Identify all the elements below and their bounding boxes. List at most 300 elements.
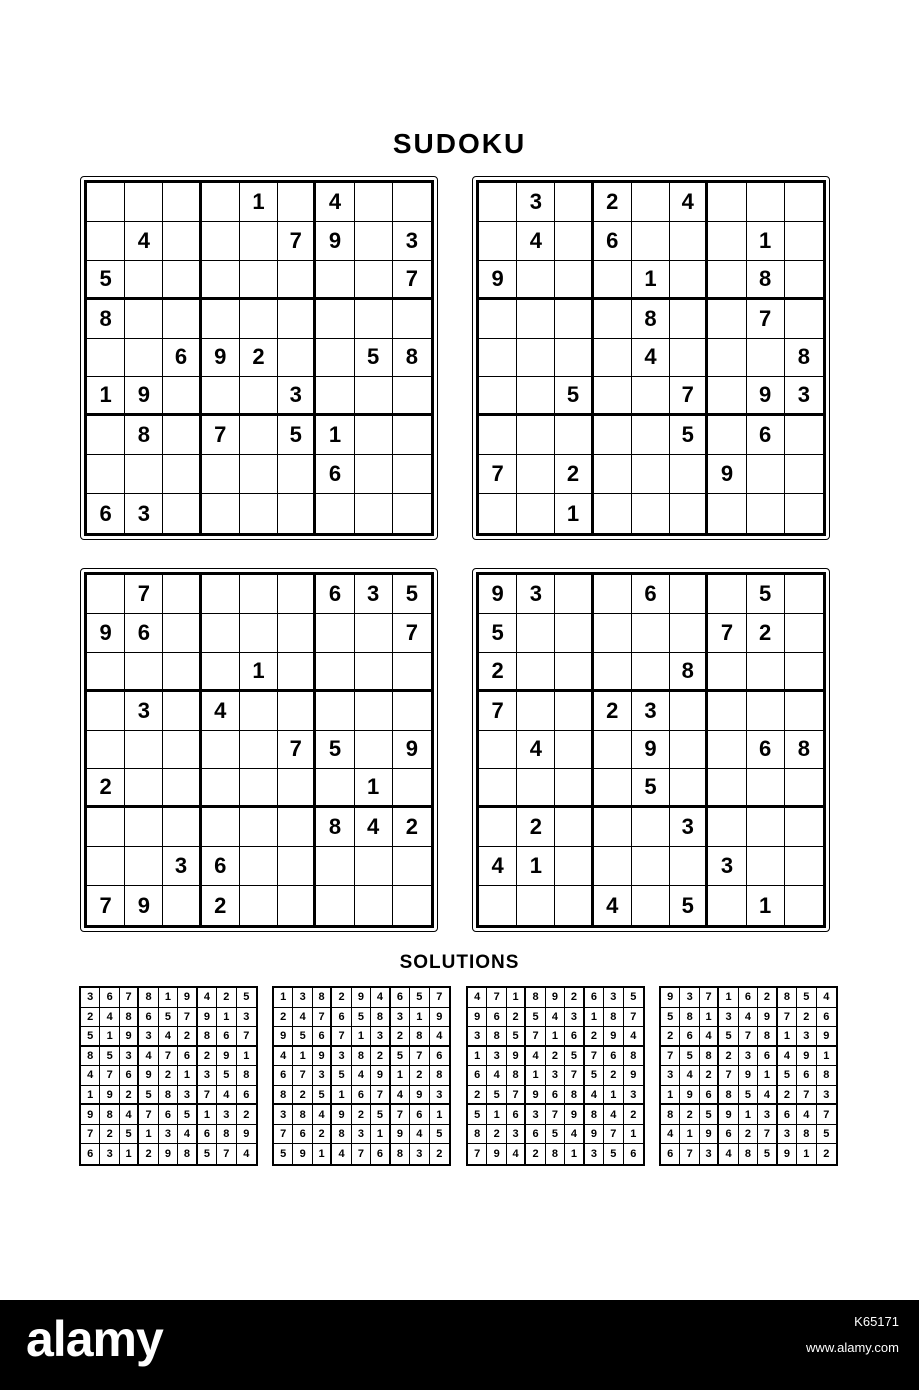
solution-cell: 9 [332,1105,351,1125]
solution-cell: 2 [81,1008,100,1028]
solution-cell: 3 [680,988,699,1008]
solution-cell: 2 [778,1086,797,1106]
solution-cell: 3 [178,1086,197,1106]
solution-cell: 7 [739,1027,758,1047]
sudoku-cell [517,455,555,494]
sudoku-cell [393,377,431,416]
sudoku-puzzle-2 [472,176,830,540]
solution-cell: 8 [217,1125,236,1145]
sudoku-cell [240,614,278,653]
solution-cell: 4 [507,1144,526,1164]
sudoku-cell [670,455,708,494]
solution-cell: 8 [719,1086,738,1106]
sudoku-cell [670,339,708,378]
sudoku-cell [163,261,201,300]
solution-cell: 1 [313,1144,332,1164]
solution-cell: 9 [352,988,371,1008]
sudoku-cell: 2 [240,339,278,378]
sudoku-cell: 1 [747,222,785,261]
sudoku-cell [240,300,278,339]
solution-cell: 8 [468,1125,487,1145]
sudoku-cell [594,377,632,416]
sudoku-cell [785,222,823,261]
sudoku-cell [594,808,632,847]
sudoku-cell [594,300,632,339]
solution-cell: 1 [217,1008,236,1028]
sudoku-cell: 4 [517,222,555,261]
solution-cell: 1 [778,1027,797,1047]
sudoku-cell: 1 [517,847,555,886]
solution-cell: 9 [120,1027,139,1047]
sudoku-cell [355,377,393,416]
solution-cell: 7 [237,1027,256,1047]
sudoku-cell: 3 [708,847,746,886]
sudoku-cell: 3 [278,377,316,416]
solution-cell: 6 [630,1148,637,1161]
sudoku-cell [555,731,593,770]
solution-cell: 6 [526,1125,545,1145]
sudoku-cell [747,494,785,533]
solution-cell: 8 [430,1066,449,1086]
solution-cell: 7 [81,1125,100,1145]
sudoku-cell: 5 [747,575,785,614]
sudoku-cell: 1 [240,653,278,692]
solution-cell: 5 [371,1105,390,1125]
solution-cell: 7 [758,1125,777,1145]
sudoku-cell [316,847,354,886]
sudoku-cell [316,769,354,808]
sudoku-cell [517,377,555,416]
solution-cell: 8 [680,1008,699,1028]
sudoku-cell: 3 [393,222,431,261]
solution-cell: 1 [410,1008,429,1028]
sudoku-cell [87,808,125,847]
solution-cell: 2 [565,988,584,1008]
sudoku-cell: 6 [316,575,354,614]
solution-cell: 4 [546,1008,565,1028]
solution-cell: 4 [274,1047,293,1067]
sudoku-cell [708,339,746,378]
sudoku-cell [278,769,316,808]
solution-cell: 5 [526,1008,545,1028]
sudoku-cell [517,416,555,455]
solution-cell: 5 [391,1047,410,1067]
sudoku-cell [355,614,393,653]
sudoku-cell [87,455,125,494]
sudoku-cell [670,494,708,533]
solution-cell: 8 [507,1066,526,1086]
sudoku-cell [355,416,393,455]
solution-cell: 6 [352,1086,371,1106]
sudoku-cell [785,183,823,222]
sudoku-grid [84,180,434,536]
sudoku-cell [517,494,555,533]
solution-cell: 2 [352,1105,371,1125]
solution-cell: 3 [313,1066,332,1086]
solution-cell: 8 [604,1008,623,1028]
sudoku-cell [708,261,746,300]
sudoku-cell [125,653,163,692]
sudoku-cell [594,339,632,378]
sudoku-cell [87,416,125,455]
solution-cell: 4 [120,1105,139,1125]
sudoku-cell [163,377,201,416]
sudoku-cell: 4 [355,808,393,847]
sudoku-cell: 8 [316,808,354,847]
sudoku-cell [594,769,632,808]
sudoku-cell: 6 [747,731,785,770]
sudoku-cell: 2 [202,886,240,925]
solution-cell: 6 [680,1027,699,1047]
sudoku-cell [202,494,240,533]
solution-grid-4 [659,986,838,1166]
solution-cell: 3 [585,1144,604,1164]
solution-cell: 5 [585,1066,604,1086]
solution-cell: 1 [371,1125,390,1145]
sudoku-cell [479,339,517,378]
sudoku-cell [240,455,278,494]
sudoku-cell: 8 [87,300,125,339]
solution-cell: 8 [661,1105,680,1125]
solution-cell: 5 [624,988,643,1008]
solution-cell: 5 [758,1144,777,1164]
solution-cell: 2 [410,1066,429,1086]
sudoku-cell: 6 [163,339,201,378]
sudoku-cell: 9 [632,731,670,770]
solution-cell: 6 [81,1144,100,1164]
solution-cell: 2 [293,1086,312,1106]
sudoku-cell [670,769,708,808]
solution-cell: 5 [332,1066,351,1086]
sudoku-cell: 9 [708,455,746,494]
sudoku-cell [87,653,125,692]
sudoku-cell [708,416,746,455]
sudoku-cell: 6 [632,575,670,614]
sudoku-cell [393,183,431,222]
solution-cell: 9 [797,1047,816,1067]
sudoku-cell [594,847,632,886]
solution-cell: 2 [436,1148,443,1161]
sudoku-cell: 9 [479,261,517,300]
solution-cell: 3 [81,988,100,1008]
sudoku-cell: 1 [240,183,278,222]
sudoku-puzzle-4 [472,568,830,932]
sudoku-grid [84,572,434,928]
solution-cell: 3 [778,1125,797,1145]
solution-cell: 5 [546,1125,565,1145]
solution-cell: 2 [758,988,777,1008]
sudoku-cell [594,731,632,770]
solution-cell: 6 [410,1105,429,1125]
sudoku-cell: 1 [355,769,393,808]
sudoku-cell [708,300,746,339]
solution-cell: 9 [487,1144,506,1164]
solution-cell: 8 [526,988,545,1008]
solution-cell: 7 [624,1008,643,1028]
solution-cell: 7 [352,1144,371,1164]
sudoku-cell: 9 [393,731,431,770]
solution-cell: 5 [313,1086,332,1106]
sudoku-cell [594,575,632,614]
solution-cell: 9 [546,988,565,1008]
sudoku-cell: 6 [125,614,163,653]
solution-cell: 5 [778,1066,797,1086]
solution-cell: 1 [468,1047,487,1067]
solution-cell: 6 [778,1105,797,1125]
sudoku-cell: 2 [747,614,785,653]
sudoku-cell [555,222,593,261]
solution-cell: 7 [797,1086,816,1106]
sudoku-grid [476,572,826,928]
solution-cell: 9 [237,1125,256,1145]
sudoku-cell: 2 [87,769,125,808]
sudoku-cell [125,808,163,847]
solution-cell: 3 [391,1008,410,1028]
sudoku-cell [479,183,517,222]
solution-cell: 1 [352,1027,371,1047]
solution-cell: 2 [526,1144,545,1164]
sudoku-puzzle-1 [80,176,438,540]
solution-cell: 3 [468,1027,487,1047]
sudoku-cell [316,339,354,378]
sudoku-cell: 6 [747,416,785,455]
sudoku-cell [202,183,240,222]
solution-cell: 8 [391,1144,410,1164]
solution-cell: 5 [430,1125,449,1145]
solution-cell: 9 [217,1047,236,1067]
sudoku-cell [670,300,708,339]
solution-cell: 8 [817,1066,836,1086]
sudoku-cell: 4 [594,886,632,925]
sudoku-cell: 8 [785,339,823,378]
sudoku-cell: 9 [747,377,785,416]
solution-cell: 5 [468,1105,487,1125]
sudoku-cell [555,808,593,847]
solution-cell: 4 [778,1047,797,1067]
solution-cell: 4 [585,1086,604,1106]
sudoku-cell [240,261,278,300]
solution-cell: 9 [391,1125,410,1145]
sudoku-cell [747,808,785,847]
solution-cell: 8 [313,988,332,1008]
sudoku-cell: 1 [316,416,354,455]
sudoku-cell [393,416,431,455]
solution-cell: 5 [719,1027,738,1047]
solution-cell: 6 [120,1066,139,1086]
solution-cell: 4 [81,1066,100,1086]
sudoku-cell [278,300,316,339]
solution-cell: 3 [410,1144,429,1164]
solution-cell: 8 [546,1144,565,1164]
sudoku-cell [747,692,785,731]
sudoku-cell [785,300,823,339]
solution-cell: 7 [817,1105,836,1125]
sudoku-cell: 3 [517,183,555,222]
sudoku-cell [670,222,708,261]
solution-cell: 3 [237,1008,256,1028]
solution-cell: 4 [468,988,487,1008]
solution-cell: 5 [178,1105,197,1125]
sudoku-cell: 7 [708,614,746,653]
solution-cell: 4 [680,1066,699,1086]
solution-cell: 5 [100,1047,119,1067]
sudoku-cell: 3 [670,808,708,847]
solution-cell: 4 [526,1047,545,1067]
solution-cell: 9 [274,1027,293,1047]
sudoku-cell [555,416,593,455]
sudoku-cell [278,614,316,653]
solution-cell: 2 [680,1105,699,1125]
sudoku-cell [355,261,393,300]
sudoku-cell: 6 [87,494,125,533]
solution-cell: 7 [700,988,719,1008]
page-title: SUDOKU [392,128,527,159]
solution-cell: 2 [507,1008,526,1028]
sudoku-cell [316,653,354,692]
sudoku-cell [785,494,823,533]
sudoku-cell [87,183,125,222]
sudoku-cell: 5 [479,614,517,653]
sudoku-cell: 2 [555,455,593,494]
site-url: www.alamy.com [806,1340,899,1355]
solution-cell: 4 [661,1125,680,1145]
solution-cell: 7 [217,1144,236,1164]
solution-cell: 7 [468,1144,487,1164]
solution-cell: 1 [487,1105,506,1125]
solution-cell: 7 [585,1047,604,1067]
solution-cell: 2 [332,988,351,1008]
solution-cell: 5 [159,1008,178,1028]
solution-cell: 2 [585,1027,604,1047]
sudoku-cell [785,261,823,300]
solution-cell: 6 [274,1066,293,1086]
solution-cell: 9 [739,1066,758,1086]
solution-cell: 5 [700,1105,719,1125]
solution-cell: 6 [313,1027,332,1047]
sudoku-cell: 3 [163,847,201,886]
solution-cell: 4 [817,988,836,1008]
sudoku-cell [202,808,240,847]
sudoku-cell [632,847,670,886]
sudoku-cell [747,769,785,808]
sudoku-cell [632,455,670,494]
sudoku-cell [594,455,632,494]
sudoku-cell [555,261,593,300]
sudoku-cell [708,377,746,416]
alamy-logo: alamy [26,1311,163,1367]
sudoku-cell [202,300,240,339]
sudoku-cell [785,692,823,731]
solution-cell: 3 [700,1144,719,1164]
solution-cell: 2 [237,1105,256,1125]
solution-cell: 1 [332,1086,351,1106]
solution-cell: 9 [680,1086,699,1106]
sudoku-cell [278,261,316,300]
sudoku-cell: 9 [202,339,240,378]
sudoku-cell [393,692,431,731]
sudoku-cell [785,808,823,847]
solution-cell: 4 [159,1027,178,1047]
sudoku-cell [632,808,670,847]
solution-cell: 9 [468,1008,487,1028]
solution-cell: 3 [758,1105,777,1125]
solution-cell: 9 [507,1047,526,1067]
sudoku-cell [240,377,278,416]
sudoku-cell [632,614,670,653]
solution-cell: 4 [293,1008,312,1028]
sudoku-grid [476,180,826,536]
sudoku-cell: 5 [355,339,393,378]
solution-cell: 8 [159,1086,178,1106]
solution-cell: 7 [178,1008,197,1028]
sudoku-cell [240,731,278,770]
sudoku-cell [87,575,125,614]
solution-cell: 2 [823,1148,830,1161]
sudoku-cell [202,222,240,261]
sudoku-cell [785,769,823,808]
sudoku-cell [163,808,201,847]
solution-cell: 8 [237,1066,256,1086]
solution-cell: 3 [139,1027,158,1047]
solution-cell: 5 [661,1008,680,1028]
solution-cell: 1 [719,988,738,1008]
sudoku-cell [708,692,746,731]
solution-cell: 7 [159,1047,178,1067]
solution-cell: 9 [526,1086,545,1106]
solution-cell: 1 [139,1125,158,1145]
solution-cell: 8 [352,1047,371,1067]
solution-cell: 6 [817,1008,836,1028]
solution-cell: 8 [585,1105,604,1125]
solution-cell: 1 [274,988,293,1008]
sudoku-cell: 9 [479,575,517,614]
sudoku-cell [393,886,431,925]
sudoku-cell [517,769,555,808]
sudoku-cell: 1 [632,261,670,300]
sudoku-cell: 9 [125,377,163,416]
solution-cell: 7 [274,1125,293,1145]
sudoku-cell [87,222,125,261]
sudoku-cell [517,886,555,925]
solution-cell: 4 [410,1125,429,1145]
solution-cell: 5 [817,1125,836,1145]
sudoku-cell [240,769,278,808]
solution-cell: 6 [585,988,604,1008]
sudoku-cell [87,339,125,378]
sudoku-cell [163,183,201,222]
sudoku-cell: 6 [594,222,632,261]
solution-grid-1 [79,986,258,1166]
solution-cell: 8 [700,1047,719,1067]
solution-cell: 4 [700,1027,719,1047]
solution-cell: 6 [293,1125,312,1145]
solution-cell: 1 [100,1027,119,1047]
solution-cell: 9 [178,988,197,1008]
sudoku-cell [708,808,746,847]
solution-cell: 2 [719,1047,738,1067]
sudoku-cell [479,416,517,455]
sudoku-cell [393,653,431,692]
solution-cell: 3 [604,988,623,1008]
solution-cell: 9 [661,988,680,1008]
sudoku-cell [479,300,517,339]
sudoku-cell: 4 [125,222,163,261]
solution-cell: 7 [313,1008,332,1028]
footer-bar [0,1300,919,1390]
solution-cell: 9 [719,1105,738,1125]
solution-cell: 5 [352,1008,371,1028]
sudoku-cell [393,494,431,533]
